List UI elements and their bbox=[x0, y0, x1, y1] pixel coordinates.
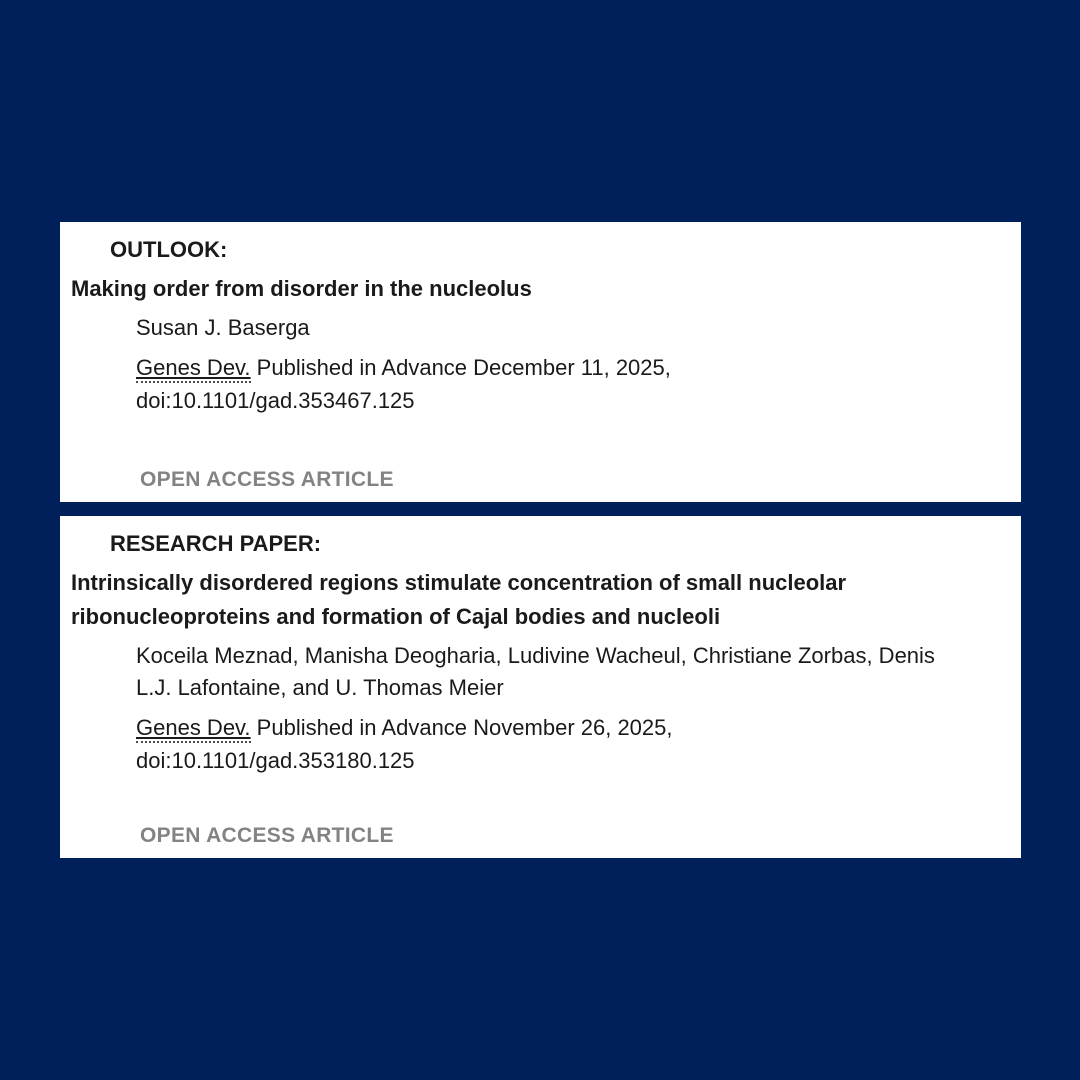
doi-text: doi:10.1101/gad.353467.125 bbox=[136, 388, 415, 413]
article-title: Making order from disorder in the nucleolus bbox=[71, 276, 532, 301]
citation-text: Published in Advance December 11, 2025, bbox=[256, 355, 671, 380]
article-card-research-paper bbox=[60, 516, 1021, 858]
article-authors: Koceila Meznad, Manisha Deogharia, Ludivine Wacheul, Christiane Zorbas, Denis L.J. Lafontaine, and U. Thomas Meier bbox=[136, 643, 935, 700]
section-label: RESEARCH PAPER: bbox=[110, 531, 322, 556]
journal-link[interactable]: Genes Dev. bbox=[136, 355, 251, 383]
open-access-label: OPEN ACCESS ARTICLE bbox=[140, 824, 394, 847]
section-label: OUTLOOK: bbox=[110, 237, 228, 262]
journal-link[interactable]: Genes Dev. bbox=[136, 715, 251, 743]
article-title: Intrinsically disordered regions stimulate concentration of small nucleolar ribonucleoproteins and formation of Cajal bodies and nucleoli bbox=[71, 570, 847, 629]
doi-text: doi:10.1101/gad.353180.125 bbox=[136, 748, 415, 773]
article-citation bbox=[136, 711, 955, 777]
open-access-label: OPEN ACCESS ARTICLE bbox=[140, 468, 394, 491]
citation-text: Published in Advance November 26, 2025, bbox=[256, 715, 673, 740]
article-card-outlook bbox=[60, 222, 1021, 502]
article-authors: Susan J. Baserga bbox=[136, 315, 310, 340]
article-citation bbox=[136, 351, 955, 417]
